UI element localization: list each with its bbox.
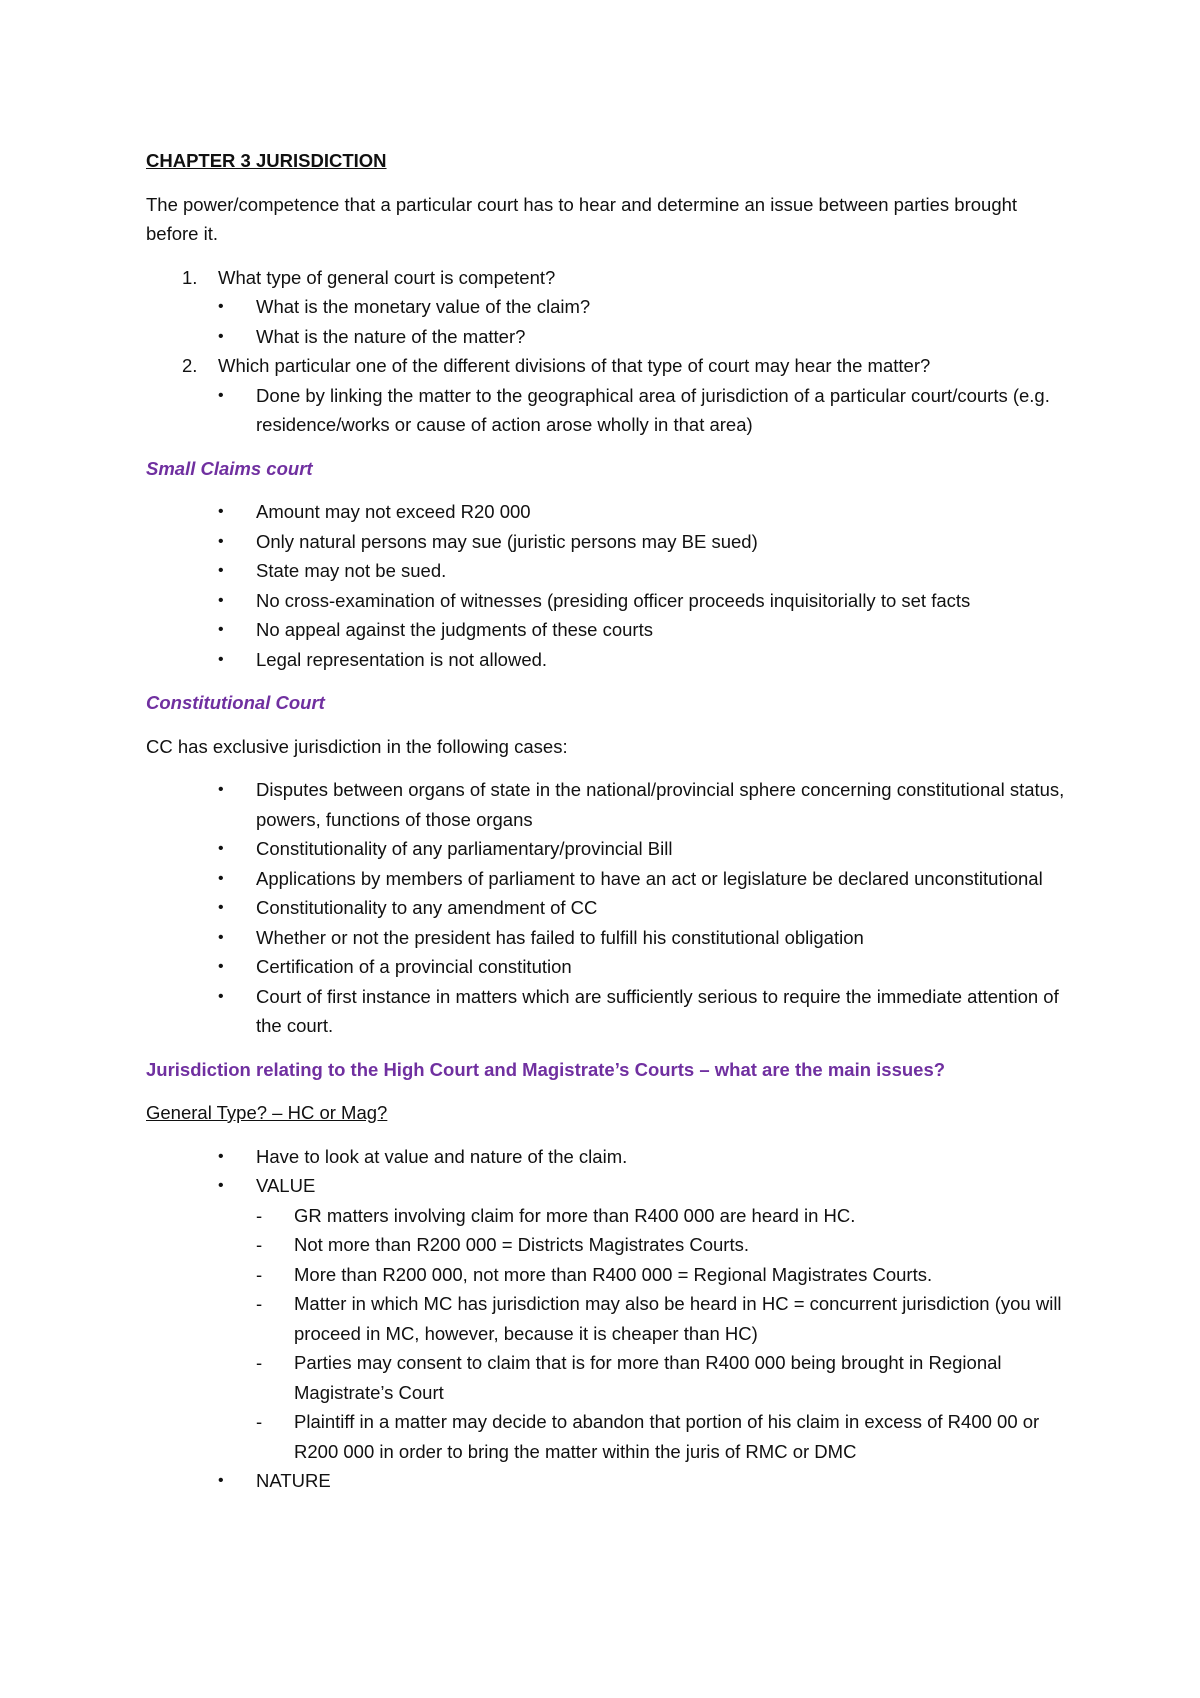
list-item xyxy=(146,864,1066,894)
list-item-text: Court of first instance in matters which are sufficiently serious to require the immediate attention of the court. xyxy=(256,985,1059,1036)
list-item xyxy=(146,586,1066,616)
dash-icon: - xyxy=(256,1293,263,1314)
list-item xyxy=(256,1348,1066,1407)
question-sub-list xyxy=(218,292,1066,351)
bullet-icon: • xyxy=(218,1472,224,1489)
list-item-text: Certification of a provincial constitution xyxy=(256,956,572,977)
list-item xyxy=(218,292,1066,322)
bullet-icon: • xyxy=(218,840,224,857)
bullet-icon: • xyxy=(218,987,224,1005)
dash-icon: - xyxy=(256,1411,263,1432)
high-court-list xyxy=(146,1142,1066,1496)
list-item-text: Have to look at value and nature of the claim. xyxy=(256,1145,628,1167)
list-item xyxy=(256,1201,1066,1231)
high-court-heading: Jurisdiction relating to the High Court and Magistrate’s Courts – what are the main issues? xyxy=(146,1058,946,1080)
list-item-text: Matter in which MC has jurisdiction may also be heard in HC = concurrent jurisdiction (you will proceed in MC, however, because it is cheaper than HC) xyxy=(294,1293,1062,1344)
list-item xyxy=(218,381,1066,440)
list-item xyxy=(256,1230,1066,1260)
constitutional-court-heading: Constitutional Court xyxy=(146,692,325,713)
list-item-text: Done by linking the matter to the geographical area of jurisdiction of a particular court/courts (e.g. residence/works or cause of action arose wholly in that area) xyxy=(256,384,1050,435)
bullet-icon: • xyxy=(218,562,224,579)
list-item-text: State may not be sued. xyxy=(256,560,447,581)
list-item xyxy=(146,1466,1066,1496)
questions-list xyxy=(146,263,1066,440)
small-claims-heading: Small Claims court xyxy=(146,457,313,479)
bullet-icon: • xyxy=(218,781,224,798)
list-item-text: What is the nature of the matter? xyxy=(256,325,526,347)
dash-icon: - xyxy=(256,1234,263,1255)
question-item xyxy=(146,263,1066,352)
bullet-icon: • xyxy=(218,650,224,668)
list-item xyxy=(146,1171,1066,1466)
question-text: What type of general court is competent? xyxy=(218,266,556,288)
intro-paragraph: The power/competence that a particular court has to hear and determine an issue between parties brought before it. xyxy=(146,193,1018,244)
list-item xyxy=(146,834,1066,864)
small-claims-list xyxy=(146,497,1066,674)
bullet-icon: • xyxy=(218,928,224,946)
list-item xyxy=(146,556,1066,586)
list-item xyxy=(146,527,1066,557)
list-item-text: GR matters involving claim for more than R400 000 are heard in HC. xyxy=(294,1204,856,1226)
list-item-text: Disputes between organs of state in the national/provincial sphere concerning constitutional status, powers, functions of those organs xyxy=(256,779,1065,830)
question-sub-list xyxy=(218,381,1066,440)
list-item-text: VALUE xyxy=(256,1175,316,1196)
list-item xyxy=(146,982,1066,1041)
dash-icon: - xyxy=(256,1204,263,1226)
list-item xyxy=(146,615,1066,645)
dash-icon: - xyxy=(256,1263,263,1285)
bullet-icon: • xyxy=(218,503,224,520)
list-item xyxy=(256,1289,1066,1348)
list-item xyxy=(256,1407,1066,1466)
list-item xyxy=(218,322,1066,352)
list-item-text: More than R200 000, not more than R400 000 = Regional Magistrates Courts. xyxy=(294,1263,933,1285)
list-item-text: NATURE xyxy=(256,1470,331,1491)
bullet-icon: • xyxy=(218,958,224,975)
list-item xyxy=(146,645,1066,675)
document-page xyxy=(146,146,1066,1496)
bullet-icon: • xyxy=(218,621,224,638)
constitutional-list xyxy=(146,775,1066,1041)
bullet-icon: • xyxy=(218,1177,224,1194)
bullet-icon: • xyxy=(218,869,224,887)
list-item-text: What is the monetary value of the claim? xyxy=(256,296,591,317)
question-item xyxy=(146,351,1066,440)
list-item-text: Whether or not the president has failed to fulfill his constitutional obligation xyxy=(256,926,864,948)
bullet-icon: • xyxy=(218,899,224,916)
list-item-text: No appeal against the judgments of these courts xyxy=(256,619,653,640)
list-item-text: Only natural persons may sue (juristic persons may BE sued) xyxy=(256,530,758,552)
list-item xyxy=(146,1142,1066,1172)
list-item-text: Not more than R200 000 = Districts Magistrates Courts. xyxy=(294,1234,749,1255)
list-item-text: Constitutionality of any parliamentary/provincial Bill xyxy=(256,838,673,859)
list-item-text: Applications by members of parliament to have an act or legislature be declared unconstitutional xyxy=(256,867,1043,889)
list-item-text: Constitutionality to any amendment of CC xyxy=(256,897,598,918)
list-item xyxy=(146,923,1066,953)
question-number: 2. xyxy=(182,355,198,376)
general-type-subheading: General Type? – HC or Mag? xyxy=(146,1102,388,1123)
question-text: Which particular one of the different divisions of that type of court may hear the matter? xyxy=(218,355,931,376)
list-item xyxy=(146,497,1066,527)
bullet-icon: • xyxy=(218,298,224,315)
list-item xyxy=(146,775,1066,834)
chapter-title: CHAPTER 3 JURISDICTION xyxy=(146,150,387,171)
list-item-text: Plaintiff in a matter may decide to abandon that portion of his claim in excess of R400 00 or R200 000 in order to bring the matter within the juris of RMC or DMC xyxy=(294,1411,1040,1462)
list-item-text: No cross-examination of witnesses (presiding officer proceeds inquisitorially to set facts xyxy=(256,589,971,611)
question-number: 1. xyxy=(182,266,198,288)
list-item xyxy=(146,952,1066,982)
bullet-icon: • xyxy=(218,386,224,404)
bullet-icon: • xyxy=(218,532,224,550)
bullet-icon: • xyxy=(218,327,224,345)
dash-icon: - xyxy=(256,1352,263,1373)
list-item xyxy=(256,1260,1066,1290)
list-item-text: Amount may not exceed R20 000 xyxy=(256,501,531,522)
list-item xyxy=(146,893,1066,923)
bullet-icon: • xyxy=(218,591,224,609)
list-item-text: Parties may consent to claim that is for more than R400 000 being brought in Regional Magistrate’s Court xyxy=(294,1352,1002,1403)
value-points-list xyxy=(256,1201,1066,1467)
bullet-icon: • xyxy=(218,1147,224,1165)
constitutional-intro: CC has exclusive jurisdiction in the following cases: xyxy=(146,735,568,757)
list-item-text: Legal representation is not allowed. xyxy=(256,648,548,670)
